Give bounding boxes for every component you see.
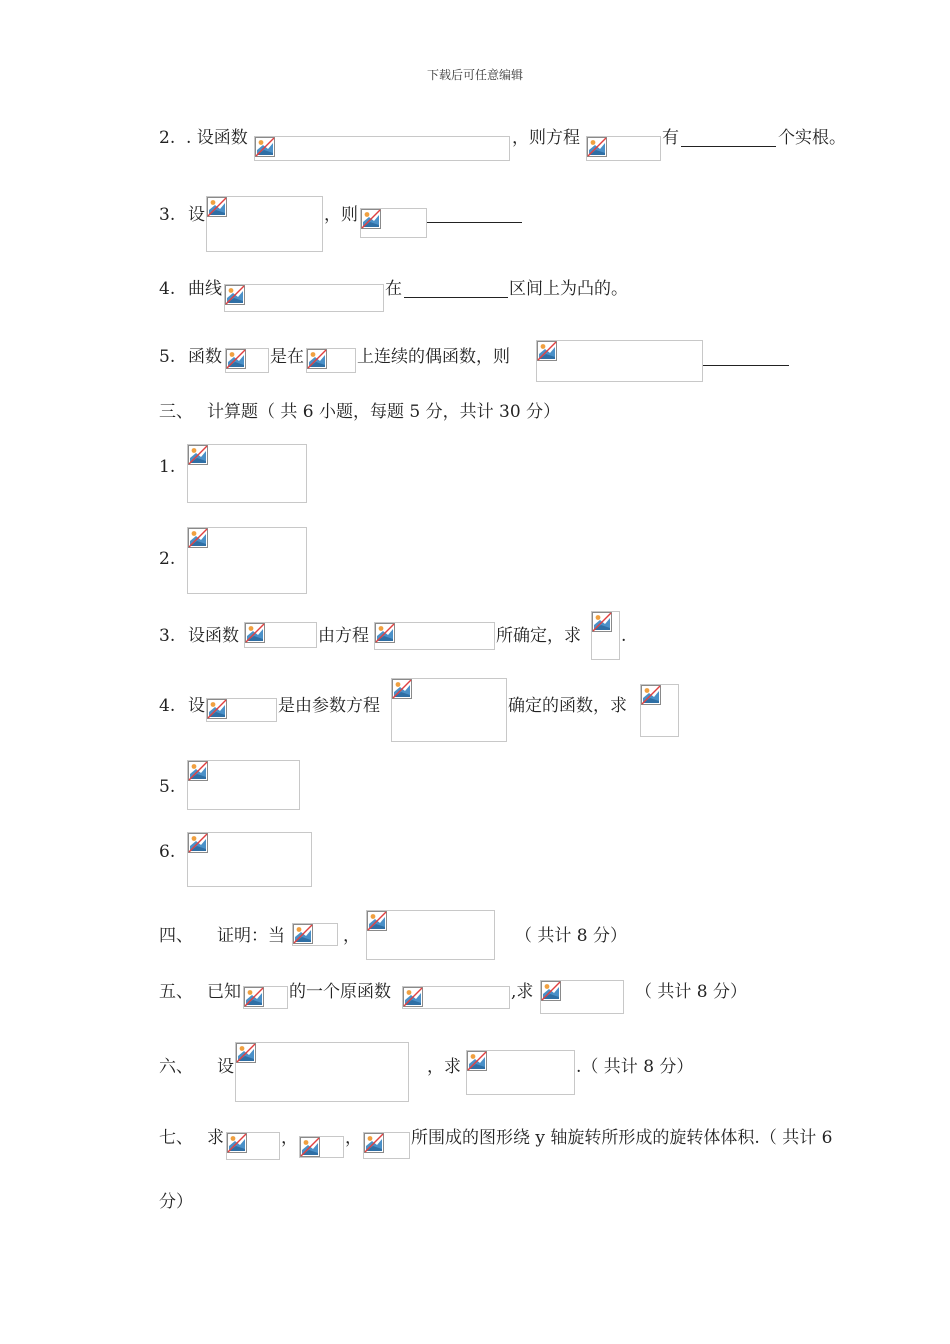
broken-image-icon [244, 987, 264, 1007]
formula-image [187, 527, 307, 594]
formula-image [374, 622, 495, 650]
broken-image-icon [207, 699, 227, 719]
broken-image-icon [227, 1133, 247, 1153]
question-text: ， [343, 926, 360, 946]
question-text: ，则 [324, 205, 358, 225]
question-text: 证明：当 [217, 926, 285, 946]
question-number: 2. [159, 128, 176, 148]
broken-image-icon [403, 987, 423, 1007]
answer-blank[interactable] [703, 365, 789, 366]
question-text: 是在 [270, 347, 304, 367]
broken-image-icon [392, 679, 412, 699]
question-number: 2. [159, 549, 176, 569]
formula-image [254, 136, 510, 161]
formula-image [366, 910, 495, 960]
broken-image-icon [207, 197, 227, 217]
broken-image-icon [364, 1133, 384, 1153]
formula-image [244, 622, 317, 648]
question-text: ， [281, 1128, 298, 1148]
broken-image-icon [188, 761, 208, 781]
section-3-label: 三、 [159, 402, 193, 422]
question-text: 确定的函数，求 [508, 696, 627, 716]
formula-image [243, 986, 288, 1009]
question-text: 有 [662, 128, 679, 148]
question-text: 求 [207, 1128, 224, 1148]
question-text: 区间上为凸的。 [509, 279, 628, 299]
question-text: 在 [385, 279, 402, 299]
broken-image-icon [188, 445, 208, 465]
broken-image-icon [307, 349, 327, 369]
question-number: 3. [159, 626, 176, 646]
formula-image [466, 1050, 575, 1095]
section-label: 六、 [159, 1057, 193, 1077]
formula-image [540, 980, 624, 1014]
broken-image-icon [236, 1043, 256, 1063]
question-number: 5. [159, 347, 176, 367]
score-text: .（ 共计 8 分） [576, 1057, 694, 1077]
formula-image [226, 1132, 280, 1160]
section-label: 四、 [159, 926, 193, 946]
score-text: （ 共计 8 分） [515, 926, 628, 946]
formula-image [536, 340, 703, 382]
broken-image-icon [293, 924, 313, 944]
question-number: 4. [159, 696, 176, 716]
formula-image [292, 923, 338, 946]
question-text: 曲线 [188, 279, 222, 299]
broken-image-icon [367, 911, 387, 931]
question-text: 上连续的偶函数，则 [357, 347, 510, 367]
question-text: . [621, 626, 627, 646]
question-number: 6. [159, 842, 176, 862]
question-number: 3. [159, 205, 176, 225]
broken-image-icon [592, 612, 612, 632]
formula-image [224, 284, 384, 312]
question-text: 已知 [207, 982, 241, 1002]
formula-image [306, 348, 356, 373]
section-label: 七、 [159, 1128, 193, 1148]
formula-image [187, 760, 300, 810]
formula-image [299, 1136, 344, 1158]
page-header: 下载后可任意编辑 [426, 68, 523, 82]
score-text: （ 共计 8 分） [635, 982, 748, 1002]
question-number: 5. [159, 777, 176, 797]
broken-image-icon [375, 623, 395, 643]
broken-image-icon [537, 341, 557, 361]
question-number: 4. [159, 279, 176, 299]
answer-blank[interactable] [427, 222, 522, 223]
formula-image [640, 684, 679, 737]
broken-image-icon [361, 209, 381, 229]
formula-image [206, 196, 323, 252]
formula-image [363, 1132, 410, 1159]
section-3-title: 计算题（ 共 6 小题，每题 5 分，共计 30 分） [207, 402, 561, 422]
broken-image-icon [541, 981, 561, 1001]
question-text: 函数 [188, 347, 222, 367]
broken-image-icon [226, 349, 246, 369]
answer-blank[interactable] [404, 297, 508, 298]
question-text: 设 [188, 205, 205, 225]
broken-image-icon [467, 1051, 487, 1071]
question-text: ，则方程 [512, 128, 580, 148]
formula-image [591, 611, 620, 660]
formula-image [206, 698, 277, 722]
broken-image-icon [587, 137, 607, 157]
formula-image [225, 348, 269, 373]
formula-image [391, 678, 507, 742]
question-text: 是由参数方程 [278, 696, 380, 716]
question-text: 设函数 [188, 626, 239, 646]
question-text: . 设函数 [186, 128, 248, 148]
question-text: 所围成的图形绕 y 轴旋转所形成的旋转体体积.（ 共计 6 [411, 1128, 833, 1148]
question-text: 设 [217, 1057, 234, 1077]
broken-image-icon [225, 285, 245, 305]
question-text: 的一个原函数 [289, 982, 391, 1002]
question-text: 所确定，求 [496, 626, 581, 646]
question-text: 个实根。 [778, 128, 846, 148]
formula-image [235, 1042, 409, 1102]
question-number: 1. [159, 457, 176, 477]
question-text: 由方程 [318, 626, 369, 646]
answer-blank[interactable] [681, 146, 776, 147]
question-text: ,求 [511, 982, 534, 1002]
broken-image-icon [641, 685, 661, 705]
question-text: 设 [188, 696, 205, 716]
formula-image [187, 444, 307, 503]
broken-image-icon [300, 1137, 320, 1157]
formula-image [586, 136, 661, 161]
broken-image-icon [255, 137, 275, 157]
broken-image-icon [245, 623, 265, 643]
section-label: 五、 [159, 982, 193, 1002]
question-text: 分） [159, 1192, 193, 1212]
formula-image [402, 986, 510, 1009]
broken-image-icon [188, 833, 208, 853]
broken-image-icon [188, 528, 208, 548]
formula-image [360, 208, 427, 238]
question-text: ，求 [427, 1057, 461, 1077]
question-text: ， [345, 1128, 362, 1148]
formula-image [187, 832, 312, 887]
